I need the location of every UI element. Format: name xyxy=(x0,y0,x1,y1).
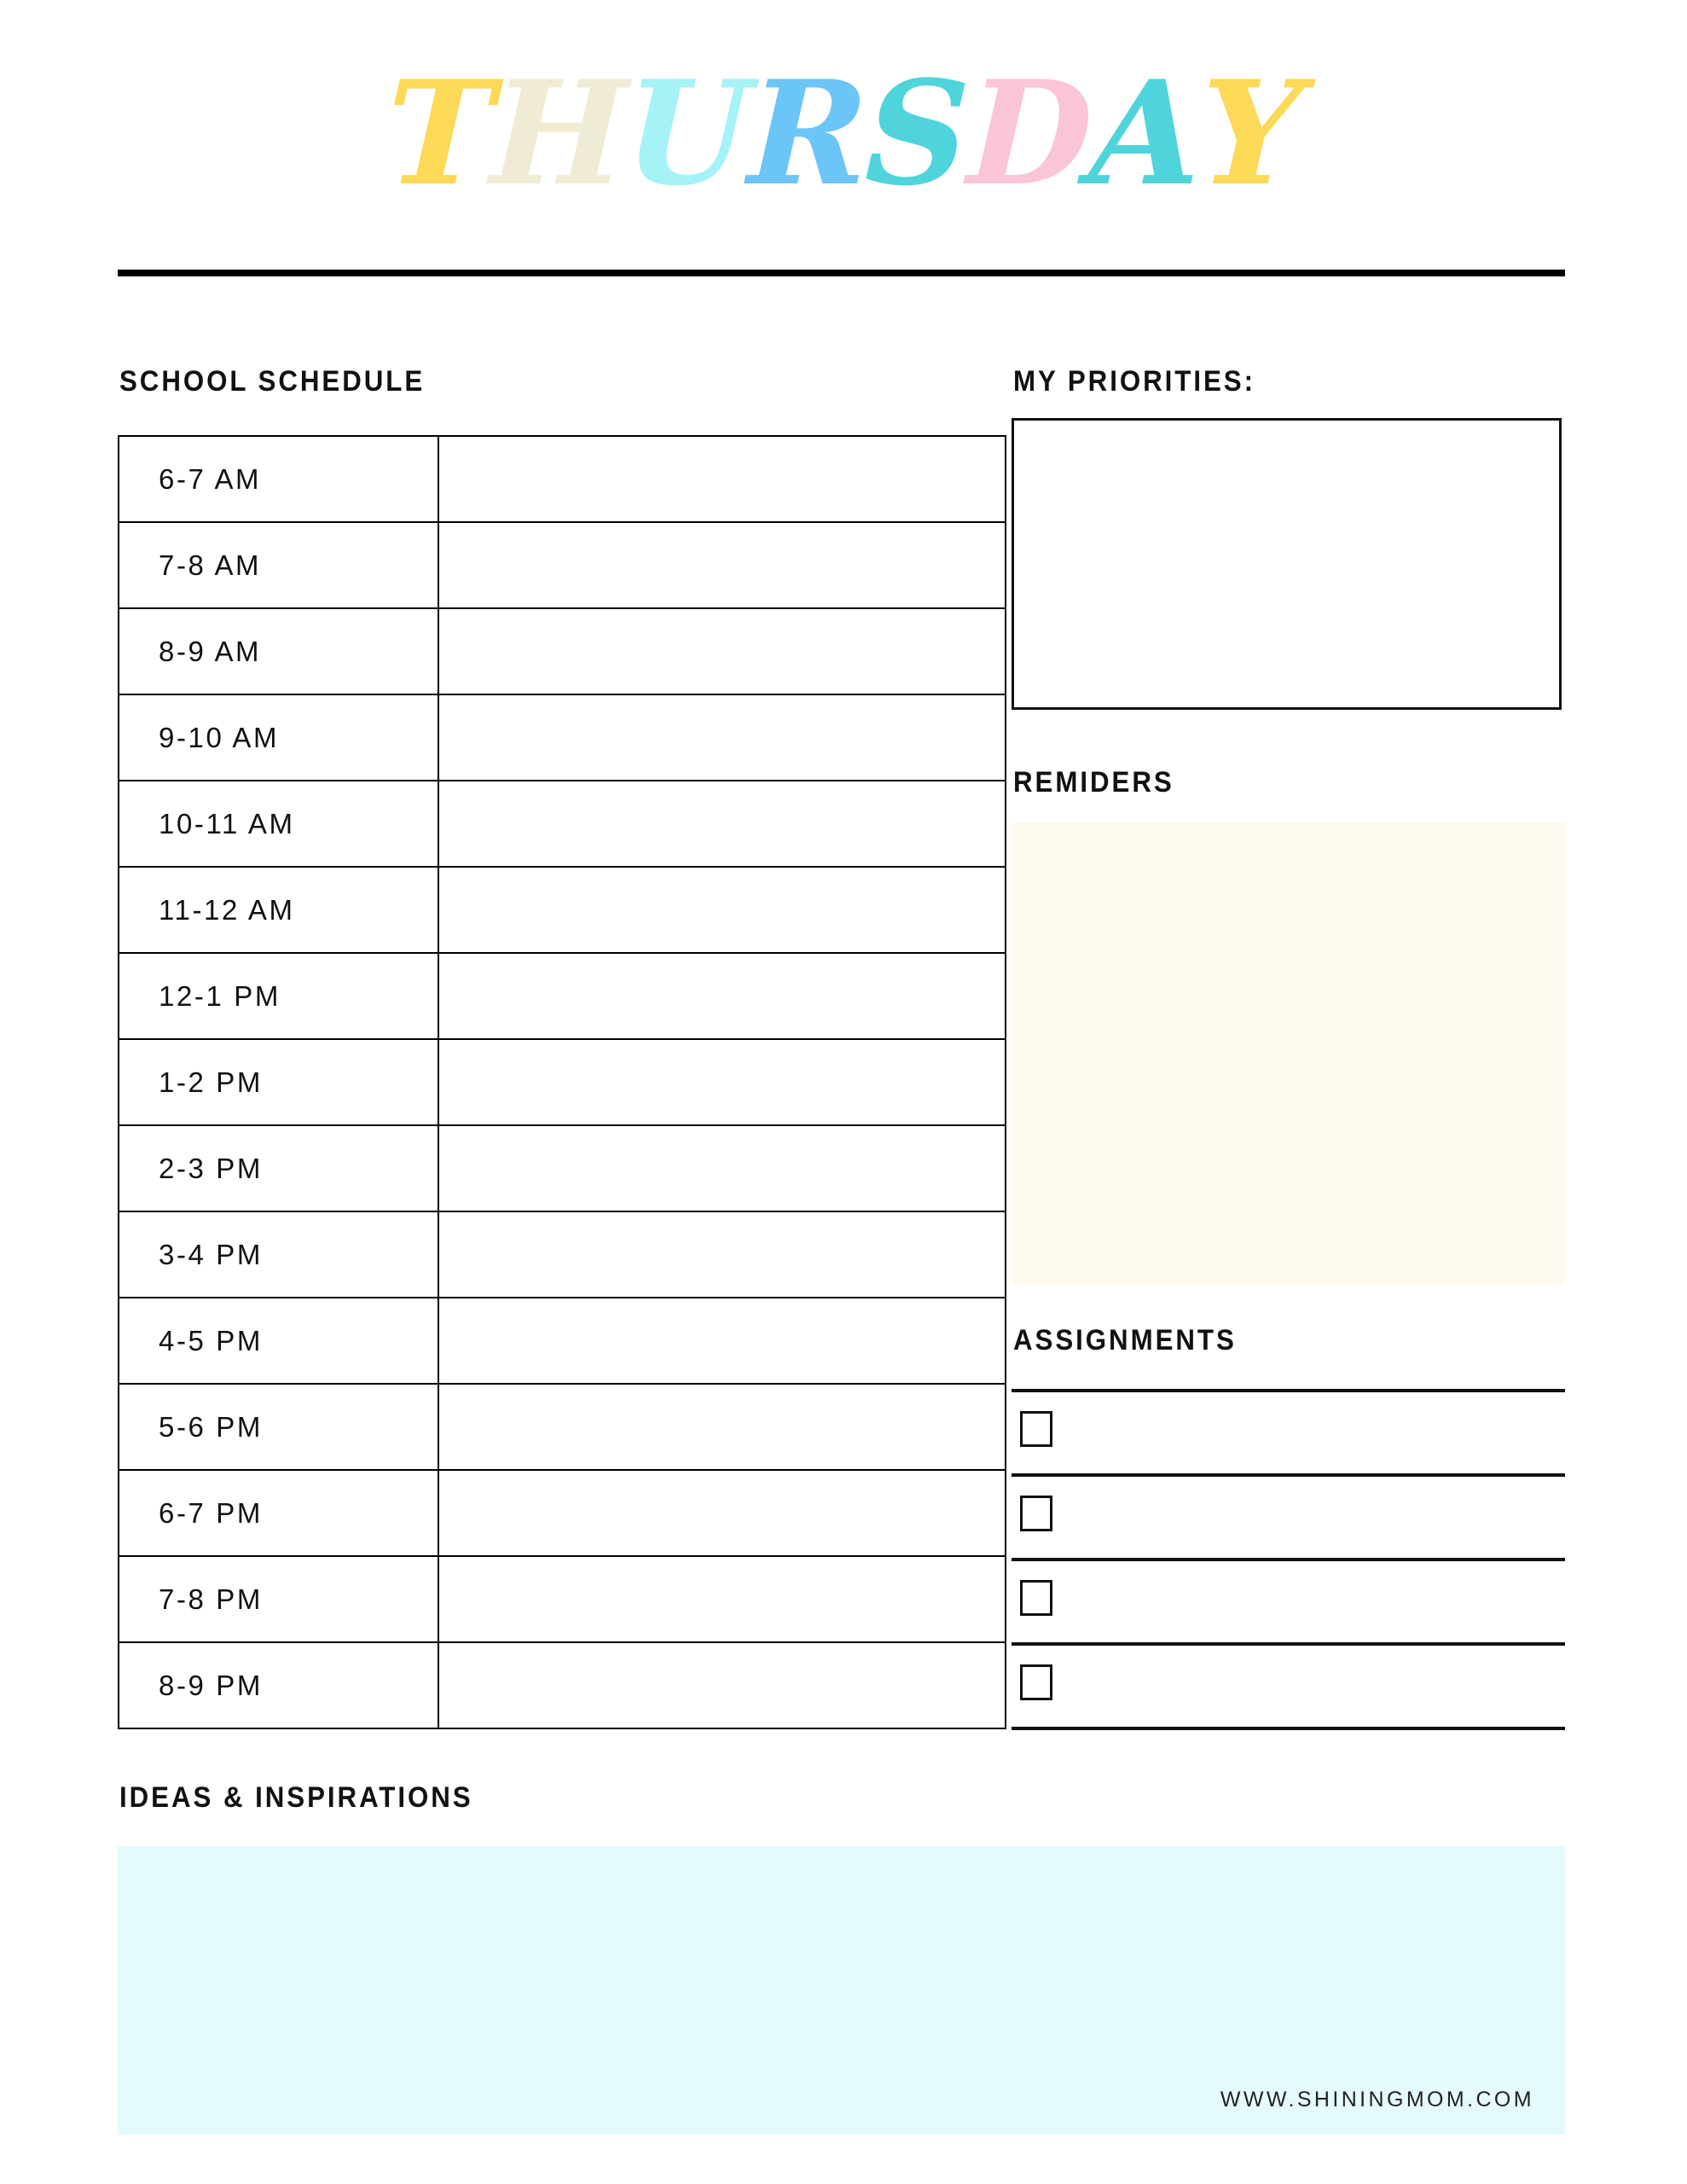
title-letter-r-3: R xyxy=(745,49,869,218)
schedule-entry-field[interactable] xyxy=(438,867,1006,953)
schedule-time-label: 2-3 PM xyxy=(119,1125,438,1211)
checkbox-icon[interactable] xyxy=(1020,1664,1052,1700)
schedule-entry-field[interactable] xyxy=(438,522,1006,608)
title-divider xyxy=(118,270,1565,276)
checkbox-icon[interactable] xyxy=(1020,1496,1052,1531)
checkbox-icon[interactable] xyxy=(1020,1411,1052,1447)
table-row xyxy=(119,1125,1006,1211)
schedule-entry-field[interactable] xyxy=(438,436,1006,522)
schedule-entry-field[interactable] xyxy=(438,1039,1006,1125)
schedule-time-label: 10-11 AM xyxy=(119,781,438,867)
checkbox-icon[interactable] xyxy=(1020,1580,1052,1616)
schedule-entry-field[interactable] xyxy=(438,781,1006,867)
reminders-box[interactable] xyxy=(1012,822,1565,1285)
schedule-time-label: 7-8 PM xyxy=(119,1556,438,1642)
title-letter-h-1: H xyxy=(488,49,629,218)
table-row xyxy=(119,1211,1006,1298)
schedule-entry-field[interactable] xyxy=(438,1384,1006,1470)
table-row xyxy=(119,522,1006,608)
table-row xyxy=(119,867,1006,953)
schedule-entry-field[interactable] xyxy=(438,694,1006,781)
table-row xyxy=(119,436,1006,522)
schedule-time-label: 6-7 AM xyxy=(119,436,438,522)
schedule-time-label: 7-8 AM xyxy=(119,522,438,608)
schedule-entry-field[interactable] xyxy=(438,1211,1006,1298)
table-row xyxy=(119,694,1006,781)
title-letter-d-5: D xyxy=(965,49,1093,218)
schedule-time-label: 11-12 AM xyxy=(119,867,438,953)
schedule-entry-field[interactable] xyxy=(438,953,1006,1039)
title-letter-s-4: S xyxy=(862,49,971,218)
table-row xyxy=(119,953,1006,1039)
schedule-time-label: 3-4 PM xyxy=(119,1211,438,1298)
table-row xyxy=(119,1470,1006,1556)
schedule-entry-field[interactable] xyxy=(438,1642,1006,1728)
table-row xyxy=(119,1642,1006,1728)
ideas-inspirations-box[interactable] xyxy=(118,1846,1565,2135)
title-letter-t-0: T xyxy=(383,49,495,218)
school-schedule-heading: SCHOOL SCHEDULE xyxy=(119,365,426,398)
page-title xyxy=(0,49,1687,218)
schedule-time-label: 12-1 PM xyxy=(119,953,438,1039)
my-priorities-heading: MY PRIORITIES: xyxy=(1013,365,1255,398)
schedule-time-label: 4-5 PM xyxy=(119,1298,438,1384)
list-item[interactable] xyxy=(1012,1392,1565,1473)
ideas-inspirations-heading: IDEAS & INSPIRATIONS xyxy=(119,1781,473,1814)
schedule-entry-field[interactable] xyxy=(438,1556,1006,1642)
schedule-entry-field[interactable] xyxy=(438,608,1006,694)
schedule-time-label: 1-2 PM xyxy=(119,1039,438,1125)
assignments-list xyxy=(1012,1389,1565,1730)
assignment-divider xyxy=(1012,1727,1565,1730)
table-row xyxy=(119,1039,1006,1125)
schedule-entry-field[interactable] xyxy=(438,1470,1006,1556)
table-row xyxy=(119,1298,1006,1384)
reminders-heading: REMIDERS xyxy=(1013,766,1174,799)
list-item[interactable] xyxy=(1012,1477,1565,1558)
school-schedule-table xyxy=(118,435,1006,1729)
title-letter-a-6: A xyxy=(1087,49,1203,218)
schedule-time-label: 8-9 PM xyxy=(119,1642,438,1728)
schedule-time-label: 9-10 AM xyxy=(119,694,438,781)
website-url: WWW.SHININGMOM.COM xyxy=(1220,2088,1534,2111)
title-letter-y-7: Y xyxy=(1197,49,1304,218)
table-row xyxy=(119,1556,1006,1642)
table-row xyxy=(119,608,1006,694)
schedule-time-label: 5-6 PM xyxy=(119,1384,438,1470)
my-priorities-box[interactable] xyxy=(1012,418,1562,710)
schedule-time-label: 8-9 AM xyxy=(119,608,438,694)
schedule-entry-field[interactable] xyxy=(438,1298,1006,1384)
list-item[interactable] xyxy=(1012,1561,1565,1642)
assignments-heading: ASSIGNMENTS xyxy=(1013,1324,1237,1356)
schedule-entry-field[interactable] xyxy=(438,1125,1006,1211)
list-item[interactable] xyxy=(1012,1646,1565,1727)
schedule-time-label: 6-7 PM xyxy=(119,1470,438,1556)
title-letter-u-2: U xyxy=(622,49,752,218)
table-row xyxy=(119,781,1006,867)
table-row xyxy=(119,1384,1006,1470)
